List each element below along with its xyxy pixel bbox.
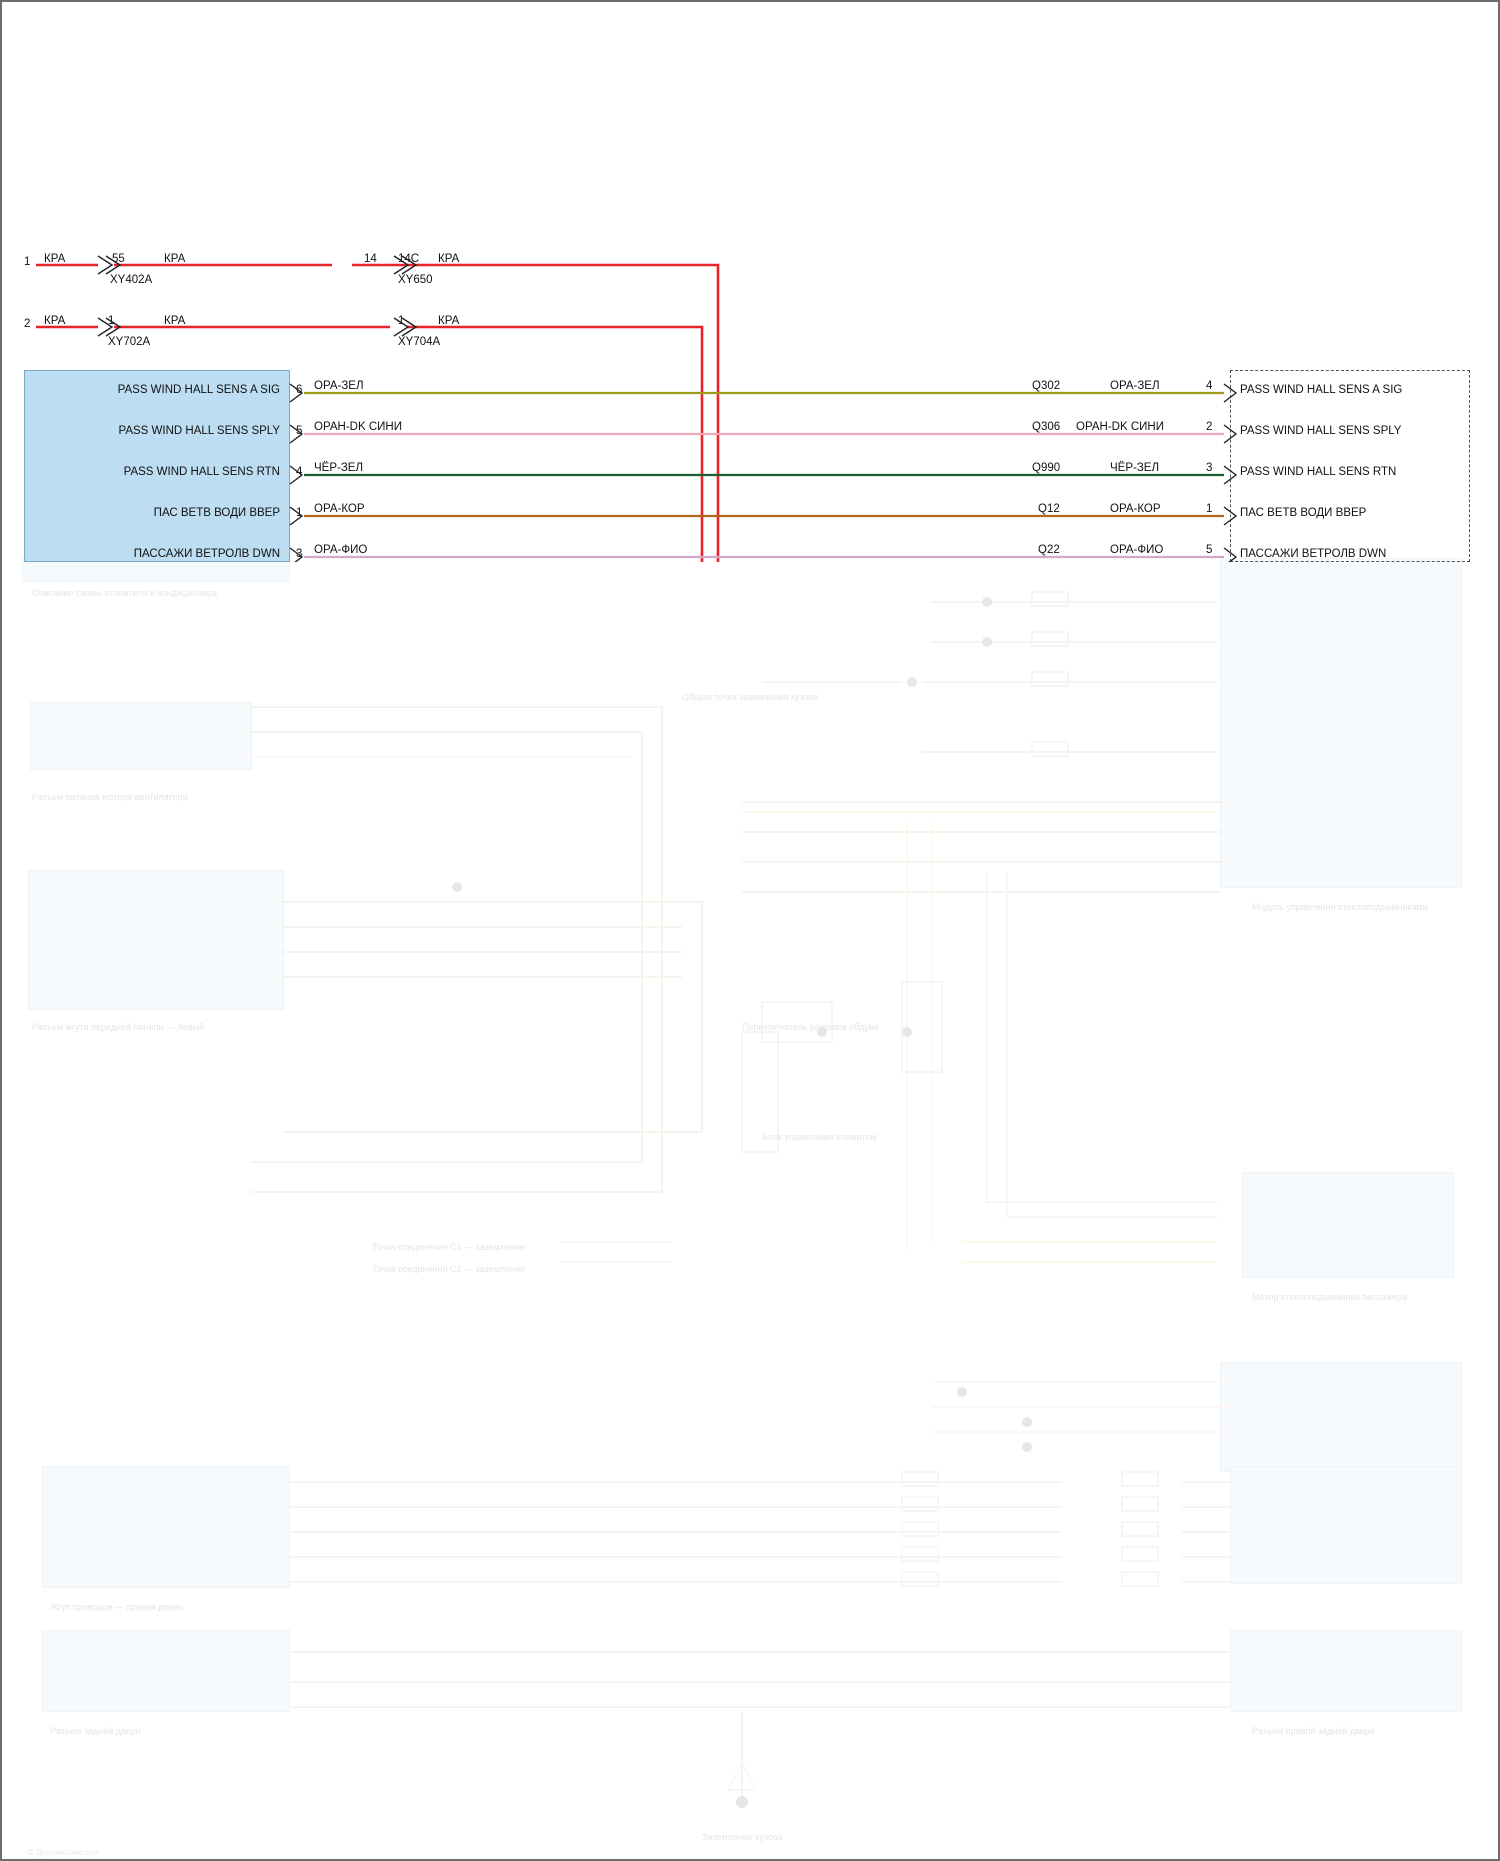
splice-1-mid-pin: 55 xyxy=(112,253,125,265)
left-row-1-label: PASS WIND HALL SENS SPLY xyxy=(118,425,280,437)
left-row-1-wire: ОРАН-DK СИНИ xyxy=(314,421,402,433)
left-row-4-pin: 3 xyxy=(296,548,303,560)
left-row-2-wire: ЧЁР-ЗЕЛ xyxy=(314,462,364,474)
right-row-1-label: PASS WIND HALL SENS SPLY xyxy=(1240,425,1402,437)
right-row-1-code: Q306 xyxy=(1032,421,1061,433)
right-row-4-pin: 5 xyxy=(1206,544,1213,556)
right-row-0-code: Q302 xyxy=(1032,380,1061,392)
left-row-3-label: ПАС ВЕТВ ВОДИ ВВЕР xyxy=(153,507,280,519)
splice-2-mid-connector: XY702A xyxy=(108,336,151,348)
splice-1-left-pin: 1 xyxy=(24,256,31,268)
right-row-3-wire: ОРА-КОР xyxy=(1110,503,1161,515)
left-row-4-wire: ОРА-ФИО xyxy=(314,544,368,556)
splice-1-left-code: КРА xyxy=(44,253,66,265)
left-row-1-pin: 5 xyxy=(296,425,303,437)
right-row-3-label: ПАС ВЕТВ ВОДИ ВВЕР xyxy=(1240,507,1367,519)
splice-2-right-connector: XY704A xyxy=(398,336,441,348)
right-row-2-pin: 3 xyxy=(1206,462,1213,474)
left-row-2-label: PASS WIND HALL SENS RTN xyxy=(123,466,280,478)
sharp-wire-overlay xyxy=(2,2,1500,562)
right-row-4-wire: ОРА-ФИО xyxy=(1110,544,1164,556)
splice-2-left-code: КРА xyxy=(44,315,66,327)
faded-schematic-background: Описание схемы отопителя и кондиционера Разъем питания мотора вентилятора Разъем жгута передней панели — левый Общая точка заземления кузова Переключатель режимов обдува Блок управления климатом Модуль управления стеклоподъемниками Мотор стеклоподъемника пассажира Жгут проводов — правая дверь Разъем задней двери Разъем правой задней двери Точка соединения С1 — заземление Точка соединения С2 — заземление Заземление кузова © Диагностика.сом xyxy=(2,2,1500,1861)
right-row-1-pin: 2 xyxy=(1206,421,1213,433)
splice-1-right-pin2: 14C xyxy=(398,253,420,265)
right-row-0-label: PASS WIND HALL SENS A SIG xyxy=(1240,384,1403,396)
splice-1-right-code: КРА xyxy=(438,253,460,265)
left-row-0-label: PASS WIND HALL SENS A SIG xyxy=(117,384,280,396)
left-row-3-wire: ОРА-КОР xyxy=(314,503,365,515)
left-row-2-pin: 4 xyxy=(296,466,303,478)
right-row-3-pin: 1 xyxy=(1206,503,1213,515)
left-row-3-pin: 1 xyxy=(296,507,303,519)
right-row-1-wire: ОРАН-DK СИНИ xyxy=(1076,421,1164,433)
splice-2-right-pin: 1 xyxy=(398,315,405,327)
splice-2-mid-pin: 1 xyxy=(108,315,115,327)
right-row-2-label: PASS WIND HALL SENS RTN xyxy=(1240,466,1397,478)
splice-2-left-pin: 2 xyxy=(24,318,31,330)
right-row-2-wire: ЧЁР-ЗЕЛ xyxy=(1110,462,1160,474)
splice-1-right-pin: 14 xyxy=(364,253,377,265)
right-row-4-label: ПАССАЖИ ВЕТРОЛВ DWN xyxy=(1240,548,1387,560)
splice-2-mid-code: КРА xyxy=(164,315,186,327)
splice-1-mid-code: КРА xyxy=(164,253,186,265)
right-row-3-code: Q12 xyxy=(1038,503,1060,515)
right-row-2-code: Q990 xyxy=(1032,462,1061,474)
right-row-0-pin: 4 xyxy=(1206,380,1213,392)
left-row-0-wire: ОРА-ЗЕЛ xyxy=(314,380,364,392)
right-row-0-wire: ОРА-ЗЕЛ xyxy=(1110,380,1160,392)
splice-1-mid-connector: XY402A xyxy=(110,274,153,286)
left-row-0-pin: 6 xyxy=(296,384,303,396)
copyright-note: © Диагностика.сом xyxy=(28,1848,99,1857)
right-row-4-code: Q22 xyxy=(1038,544,1060,556)
splice-2-right-code: КРА xyxy=(438,315,460,327)
schematic-top-band xyxy=(2,2,1500,562)
splice-1-right-connector: XY650 xyxy=(398,274,433,286)
left-row-4-label: ПАССАЖИ ВЕТРОЛВ DWN xyxy=(133,548,280,560)
